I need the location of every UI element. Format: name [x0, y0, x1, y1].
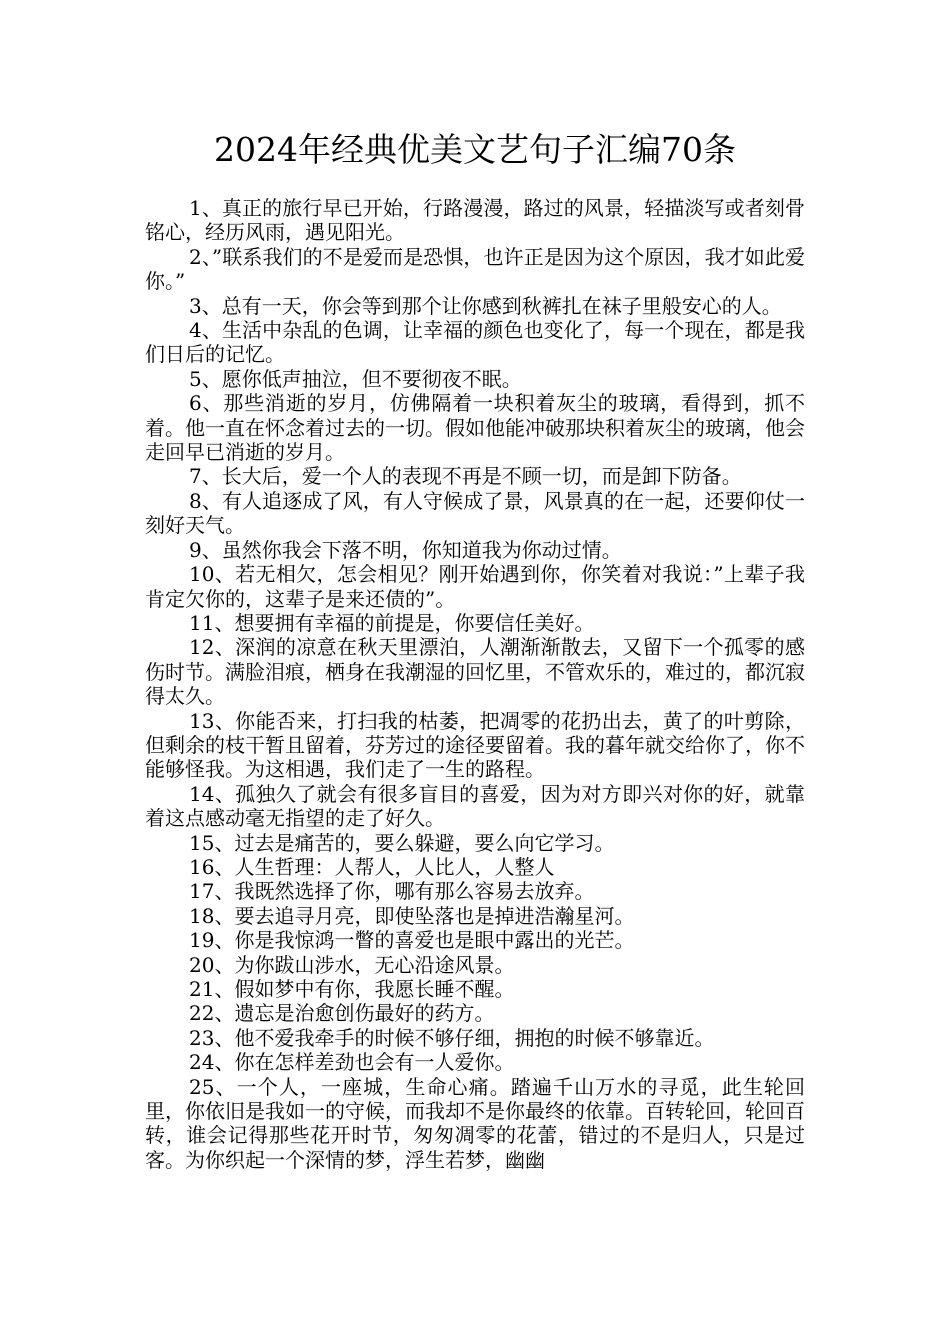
list-item: 11、想要拥有幸福的前提是，你要信任美好。	[189, 610, 595, 635]
document-body	[145, 196, 805, 1236]
list-item: 13、你能否来，打扫我的枯萎，把凋零的花扔出去，黄了的叶剪除，但剩余的枝干暂且留着，芬芳过的途径要留着。我的暮年就交给你了，你不能够怪我。为这相遇，我们走了一生的路程。	[145, 708, 805, 782]
list-item: 19、你是我惊鸿一瞥的喜爱也是眼中露出的光芒。	[189, 928, 635, 953]
list-item: 21、假如梦中有你，我愿长睡不醒。	[189, 977, 515, 1001]
list-item: 14、孤独久了就会有很多盲目的喜爱，因为对方即兴对你的好，就靠着这点感动毫无指望的走了好久。	[145, 781, 805, 831]
list-item: 12、深润的凉意在秋天里漂泊，人潮渐渐散去，又留下一个孤零的感伤时节。满脸泪痕，栖身在我潮湿的回忆里，不管欢乐的，难过的，都沉寂得太久。	[145, 635, 805, 709]
list-item: 8、有人追逐成了风，有人守候成了景，风景真的在一起，还要仰仗一刻好天气。	[145, 488, 805, 538]
list-item: 17、我既然选择了你，哪有那么容易去放弃。	[189, 879, 595, 904]
list-item: 9、虽然你我会下落不明，你知道我为你动过情。	[189, 537, 622, 562]
list-item: 10、若无相欠，怎会相见？刚开始遇到你，你笑着对我说：”上辈子我肯定欠你的，这辈子是来还债的”。	[145, 562, 805, 611]
list-item: 16、人生哲理：人帮人，人比人，人整人	[189, 854, 555, 879]
list-item: 22、遗忘是治愈创伤最好的药方。	[189, 1001, 495, 1026]
list-item: 3、总有一天，你会等到那个让你感到秋裤扎在袜子里般安心的人。	[189, 293, 782, 318]
list-item: 20、为你跋山涉水，无心沿途风景。	[189, 952, 515, 977]
list-item: 5、愿你低声抽泣，但不要彻夜不眠。	[189, 366, 522, 391]
list-item: 25、一个人，一座城，生命心痛。踏遍千山万水的寻觅，此生轮回里，你依旧是我如一的守候，而我却不是你最终的依靠。百转轮回，轮回百转，谁会记得那些花开时节，匆匆凋零的花蕾，错过的不是归人，只是过客。为你织起一个深情的梦，浮生若梦，幽幽	[145, 1074, 805, 1172]
list-item: 24、你在怎样差劲也会有一人爱你。	[189, 1050, 515, 1075]
list-item: 18、要去追寻月亮，即使坠落也是掉进浩瀚星河。	[189, 903, 635, 928]
list-item: 7、长大后，爱一个人的表现不再是不顾一切，而是卸下防备。	[189, 464, 742, 489]
list-item: 2、”联系我们的不是爱而是恐惧，也许正是因为这个原因，我才如此爱你。”	[145, 244, 805, 294]
list-item: 1、真正的旅行早已开始，行路漫漫，路过的风景，轻描淡写或者刻骨铭心，经历风雨，遇见阳光。	[145, 196, 805, 245]
list-item: 6、那些消逝的岁月，仿佛隔着一块积着灰尘的玻璃，看得到，抓不着。他一直在怀念着过去的一切。假如他能冲破那块积着灰尘的玻璃，他会走回早已消逝的岁月。	[145, 391, 805, 465]
list-item: 15、过去是痛苦的，要么躲避，要么向它学习。	[189, 830, 615, 855]
list-item: 4、生活中杂乱的色调，让幸福的颜色也变化了，每一个现在，都是我们日后的记忆。	[145, 318, 805, 367]
document-title: 2024年经典优美文艺句子汇编70条	[214, 130, 736, 169]
list-item: 23、他不爱我牵手的时候不够仔细，拥抱的时候不够靠近。	[189, 1025, 715, 1050]
